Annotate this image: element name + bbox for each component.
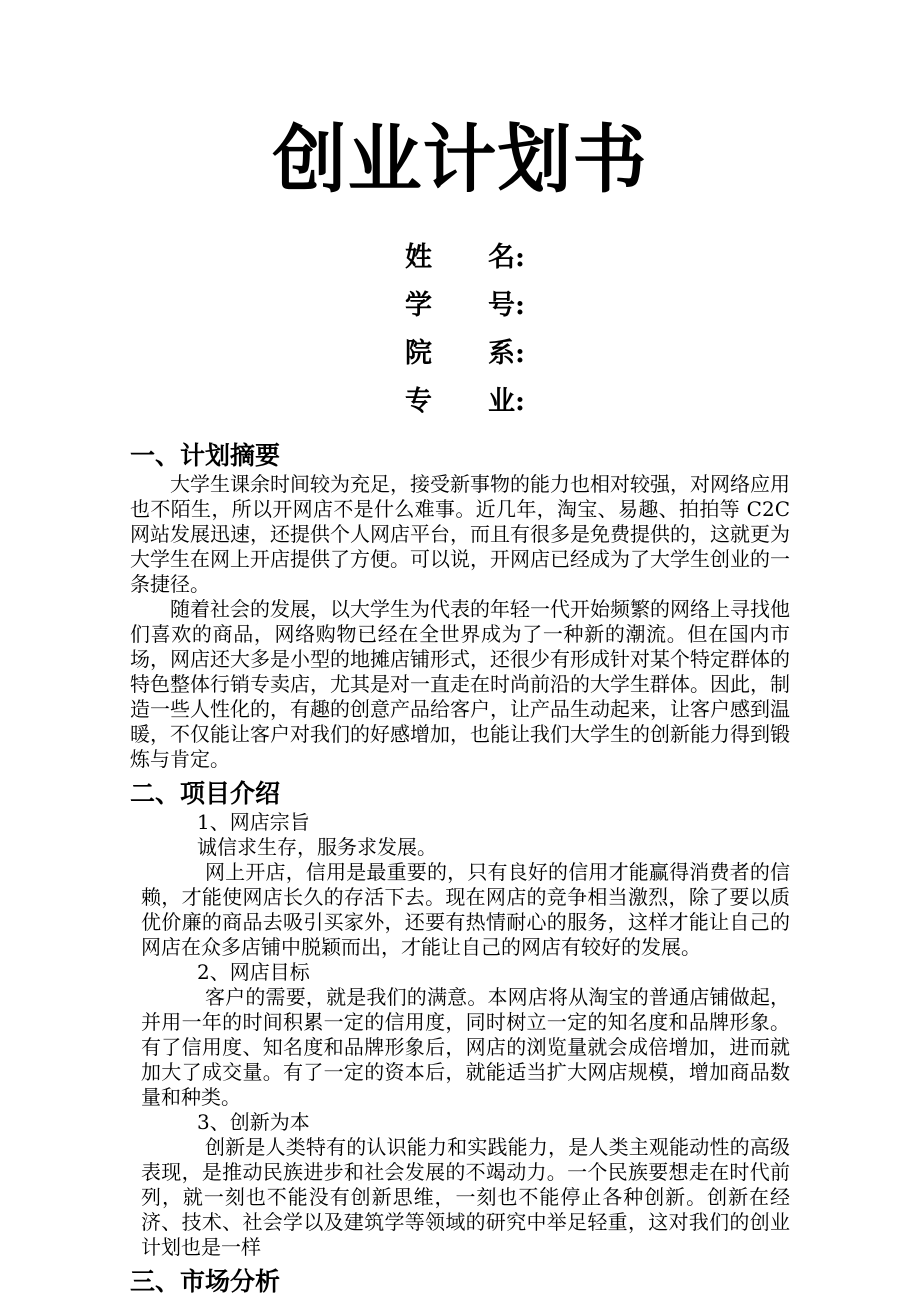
section-heading-project-introduction: 二、项目介绍	[130, 779, 281, 808]
field-student-id-label-right: 号:	[488, 290, 525, 321]
paragraph: 随着社会的发展，以大学生为代表的年轻一代开始频繁的网络上寻找他们喜欢的商品，网络购物已经在全世界成为了一种新的潮流。但在国内市场，网店还大多是小型的地摊店铺形式，还很少有形成针对某个特定群体的特色整体行销专卖店，尤其是对一直走在时尚前沿的大学生群体。因此，制造一些人性化的，有趣的创意产品给客户，让产品生动起来，让客户感到温暖，不仅能让客户对我们的好感增加，也能让我们大学生的创新能力得到锻炼与肯定。	[130, 597, 790, 771]
subsection-title-store-goal: 2、网店目标	[197, 960, 310, 984]
field-major-label-left: 专	[405, 386, 432, 417]
field-name-label-left: 姓	[405, 242, 432, 273]
document-title: 创业计划书	[272, 117, 648, 203]
field-name-label-right: 名:	[488, 242, 525, 273]
field-department-label-right: 系:	[488, 338, 525, 369]
field-department	[405, 330, 790, 378]
field-name	[405, 234, 790, 282]
field-major-label-right: 业:	[488, 386, 525, 417]
paragraph: 客户的需要，就是我们的满意。本网店将从淘宝的普通店铺做起，并用一年的时间积累一定的信用度，同时树立一定的知名度和品牌形象。有了信用度、知名度和品牌形象后，网店的浏览量就会成倍增加，进而就加大了成交量。有了一定的资本后，就能适当扩大网店规模，增加商品数量和种类。	[141, 985, 790, 1109]
paragraph: 创新是人类特有的认识能力和实践能力，是人类主观能动性的高级表现，是推动民族进步和社会发展的不竭动力。一个民族要想走在时代前列，就一刻也不能没有创新思维，一刻也不能停止各种创新。创新在经济、技术、社会学以及建筑学等领域的研究中举足轻重，这对我们的创业计划也是一样	[141, 1135, 790, 1259]
field-student-id	[405, 282, 790, 330]
field-major	[405, 378, 790, 426]
field-department-label-left: 院	[405, 338, 432, 369]
paragraph-motto: 诚信求生存，服务求发展。	[197, 835, 437, 859]
section-heading-plan-summary: 一、计划摘要	[130, 441, 281, 470]
subsection-title-innovation: 3、创新为本	[197, 1110, 310, 1134]
field-student-id-label-left: 学	[405, 290, 432, 321]
section-heading-market-analysis: 三、市场分析	[130, 1267, 281, 1296]
cover-fields	[405, 234, 790, 426]
subsection-title-store-purpose: 1、网店宗旨	[197, 810, 310, 834]
paragraph: 网上开店，信用是最重要的，只有良好的信用才能赢得消费者的信赖，才能使网店长久的存活下去。现在网店的竞争相当激烈，除了要以质优价廉的商品去吸引买家外，还要有热情耐心的服务，这样才能让自己的网店在众多店铺中脱颖而出，才能让自己的网店有较好的发展。	[141, 860, 790, 959]
paragraph: 大学生课余时间较为充足，接受新事物的能力也相对较强，对网络应用也不陌生，所以开网店不是什么难事。近几年，淘宝、易趣、拍拍等 C2C 网站发展迅速，还提供个人网店平台，而且有很多是免费提供的，这就更为大学生在网上开店提供了方便。可以说，开网店已经成为了大学生创业的一条捷径。	[130, 472, 790, 596]
